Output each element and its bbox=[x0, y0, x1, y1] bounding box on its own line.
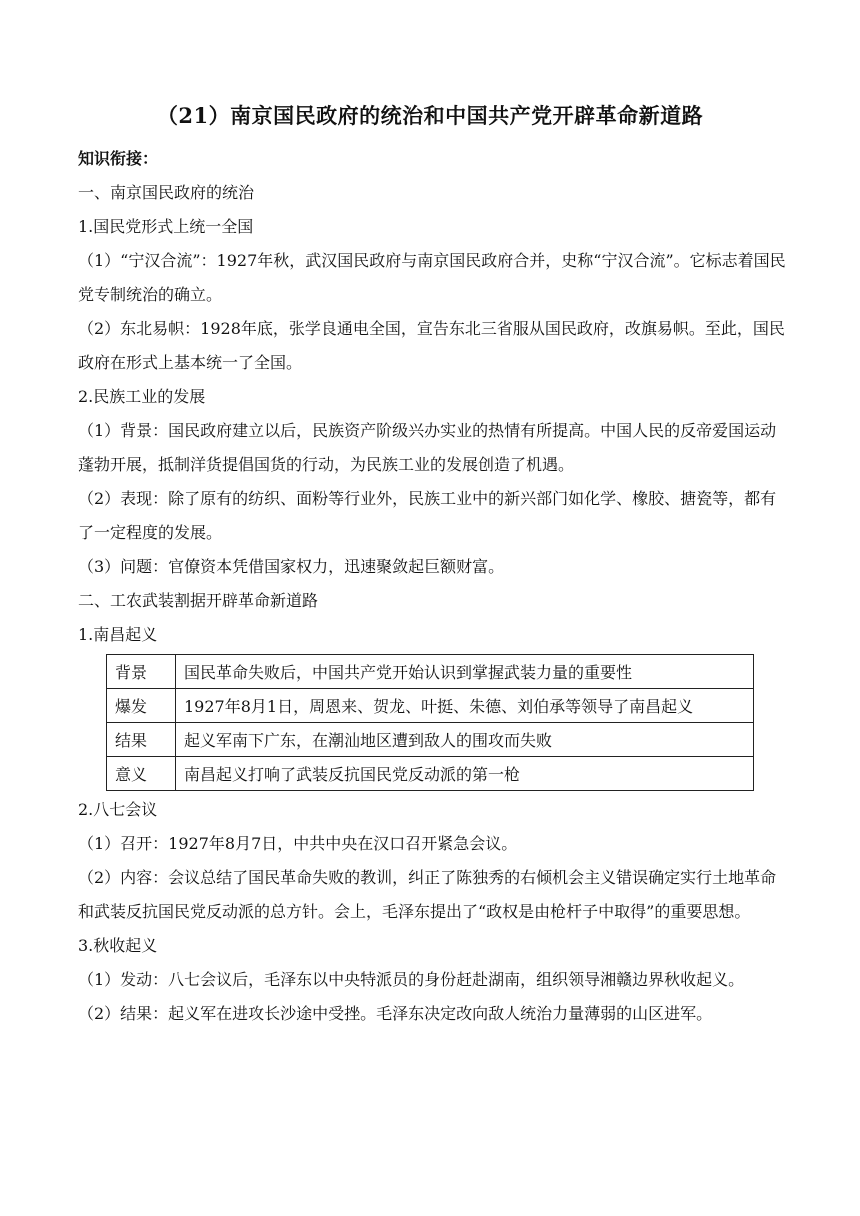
table-row bbox=[107, 757, 754, 791]
table-cell-key: 意义 bbox=[107, 757, 176, 791]
paragraph-3: （1）背景：国民政府建立以后，民族资产阶级兴办实业的热情有所提高。中国人民的反帝爱国运动蓬勃开展，抵制洋货提倡国货的行动，为民族工业的发展创造了机遇。 bbox=[78, 421, 777, 474]
table-cell-value: 南昌起义打响了武装反抗国民党反动派的第一枪 bbox=[176, 757, 754, 791]
nanchang-uprising-table bbox=[106, 654, 754, 791]
paragraph-6: （1）召开：1927年8月7日，中共中央在汉口召开紧急会议。 bbox=[78, 834, 518, 853]
table-row bbox=[107, 723, 754, 757]
subheading-2: 2.民族工业的发展 bbox=[78, 387, 206, 406]
paragraph-8: （1）发动：八七会议后，毛泽东以中央特派员的身份赶赴湖南，组织领导湘赣边界秋收起义。 bbox=[78, 970, 745, 989]
table-cell-key: 背景 bbox=[107, 655, 176, 689]
table-cell-key: 爆发 bbox=[107, 689, 176, 723]
paragraph-9: （2）结果：起义军在进攻长沙途中受挫。毛泽东决定改向敌人统治力量薄弱的山区进军。 bbox=[78, 1004, 713, 1023]
table-cell-value: 国民革命失败后，中国共产党开始认识到掌握武装力量的重要性 bbox=[176, 655, 754, 689]
paragraph-7: （2）内容：会议总结了国民革命失败的教训，纠正了陈独秀的右倾机会主义错误确定实行土地革命和武装反抗国民党反动派的总方针。会上，毛泽东提出了“政权是由枪杆子中取得”的重要思想。 bbox=[78, 868, 777, 921]
subheading-1: 1.国民党形式上统一全国 bbox=[78, 217, 254, 236]
table-cell-value: 起义军南下广东，在潮汕地区遭到敌人的围攻而失败 bbox=[176, 723, 754, 757]
table-row bbox=[107, 689, 754, 723]
heading-2: 二、工农武装割据开辟革命新道路 bbox=[78, 591, 319, 610]
page-title: （21）南京国民政府的统治和中国共产党开辟革命新道路 bbox=[156, 103, 704, 128]
table-cell-key: 结果 bbox=[107, 723, 176, 757]
paragraph-1: （1）“宁汉合流”：1927年秋，武汉国民政府与南京国民政府合并，史称“宁汉合流”。它标志着国民党专制统治的确立。 bbox=[78, 251, 786, 304]
paragraph-4: （2）表现：除了原有的纺织、面粉等行业外，民族工业中的新兴部门如化学、橡胶、搪瓷等，都有了一定程度的发展。 bbox=[78, 489, 777, 542]
subheading-4: 2.八七会议 bbox=[78, 800, 158, 819]
section-label: 知识衔接： bbox=[78, 149, 159, 168]
heading-1: 一、南京国民政府的统治 bbox=[78, 183, 255, 202]
paragraph-5: （3）问题：官僚资本凭借国家权力，迅速聚敛起巨额财富。 bbox=[78, 557, 505, 576]
table-cell-value: 1927年8月1日，周恩来、贺龙、叶挺、朱德、刘伯承等领导了南昌起义 bbox=[176, 689, 754, 723]
paragraph-2: （2）东北易帜：1928年底，张学良通电全国，宣告东北三省服从国民政府，改旗易帜。至此，国民政府在形式上基本统一了全国。 bbox=[78, 319, 785, 372]
table-row bbox=[107, 655, 754, 689]
subheading-5: 3.秋收起义 bbox=[78, 936, 158, 955]
document-body bbox=[78, 142, 788, 1031]
subheading-3: 1.南昌起义 bbox=[78, 625, 158, 644]
